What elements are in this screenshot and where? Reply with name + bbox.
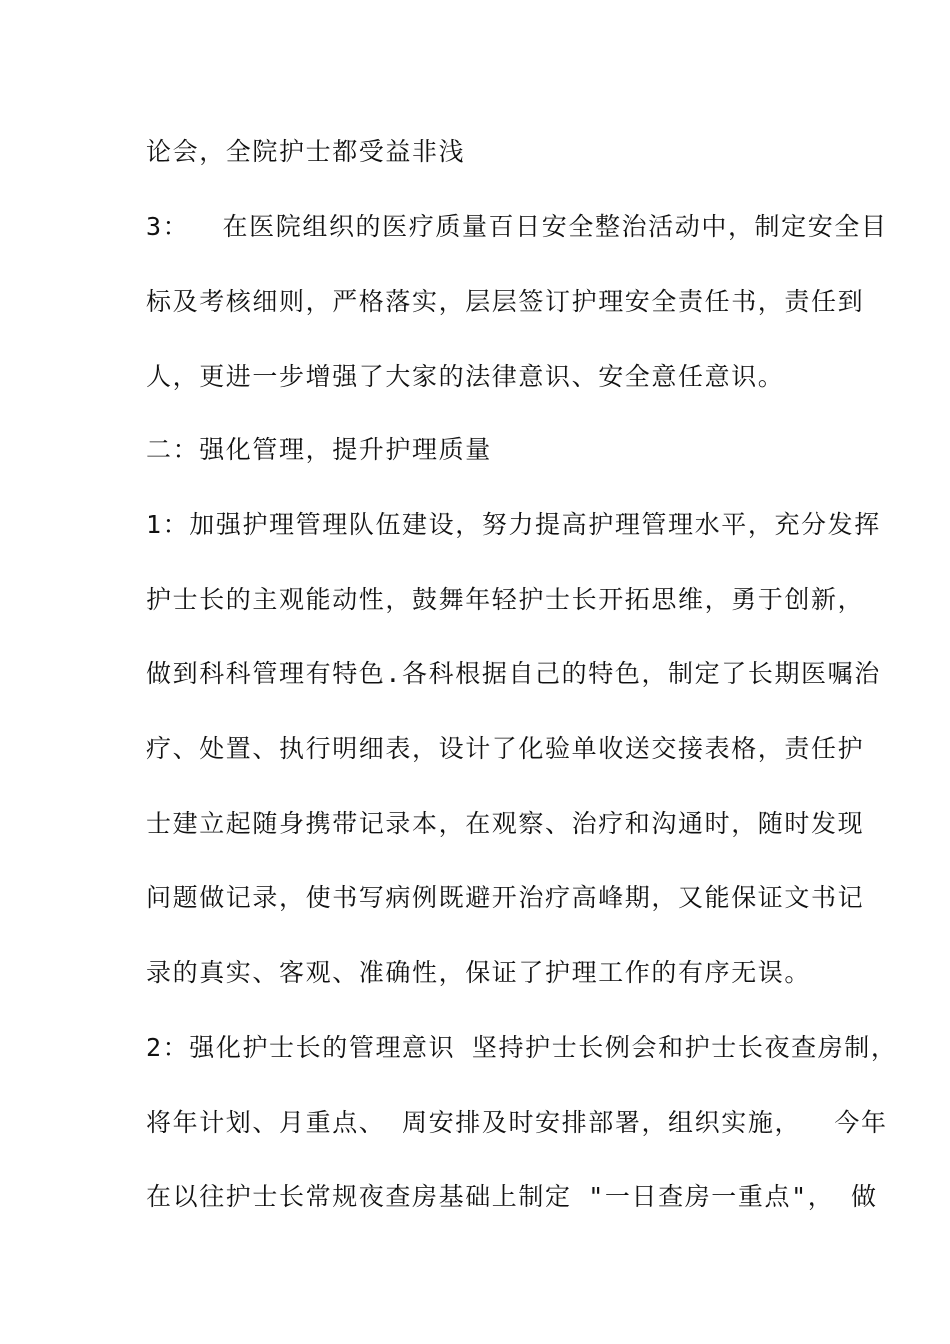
text-line: 录的真实、客观、准确性，保证了护理工作的有序无误。 <box>146 958 812 987</box>
text-line: 3： 在医院组织的医疗质量百日安全整治活动中，制定安全目 <box>146 212 888 241</box>
text-line: 疗、处置、执行明细表，设计了化验单收送交接表格，责任护 <box>146 734 865 763</box>
text-line: 人，更进一步增强了大家的法律意识、安全意任意识。 <box>146 362 785 391</box>
text-line: 在以往护士长常规夜查房基础上制定 "一日查房一重点"， 做 <box>146 1182 878 1211</box>
section-heading: 二：强化管理，提升护理质量 <box>146 435 492 464</box>
text-line: 护士长的主观能动性，鼓舞年轻护士长开拓思维，勇于创新， <box>146 585 865 614</box>
text-line: 将年计划、月重点、 周安排及时安排部署，组织实施， 今年 <box>146 1108 888 1137</box>
text-line: 论会，全院护士都受益非浅 <box>146 137 466 166</box>
text-line: 问题做记录，使书写病例既避开治疗高峰期，又能保证文书记 <box>146 883 865 912</box>
text-line: 标及考核细则，严格落实，层层签订护理安全责任书，责任到 <box>146 287 865 316</box>
text-line: 2：强化护士长的管理意识 坚持护士长例会和护士长夜查房制， <box>146 1033 898 1062</box>
text-line: 1：加强护理管理队伍建设，努力提高护理管理水平，充分发挥 <box>146 510 881 539</box>
text-line: 士建立起随身携带记录本，在观察、治疗和沟通时，随时发现 <box>146 809 865 838</box>
text-line: 做到科科管理有特色.各科根据自己的特色，制定了长期医嘱治 <box>146 659 881 688</box>
